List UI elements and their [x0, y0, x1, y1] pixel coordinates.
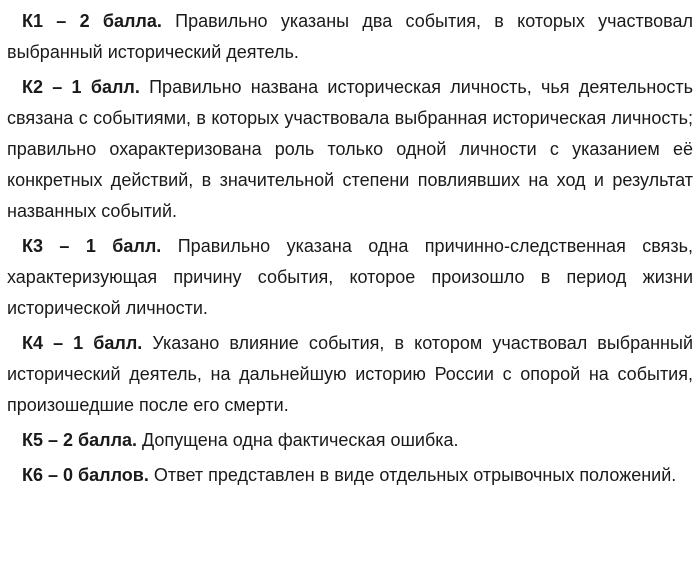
- criterion-k6: [7, 460, 693, 491]
- criterion-k5: [7, 425, 693, 456]
- criteria-document: [7, 6, 693, 495]
- criterion-k3: [7, 231, 693, 324]
- criterion-text: Правильно указаны два события, в которых участвовал выбранный исторический деятель.: [7, 11, 693, 62]
- criterion-label: К4 – 1 балл.: [22, 333, 143, 353]
- criterion-label: К6 – 0 баллов.: [22, 465, 149, 485]
- criterion-text: Правильно названа историческая личность, чья деятельность связана с событиями, в которых участвовала выбранная историческая личность; правильно охарактеризована роль только одной личности с указанием её конкретных действий, в значительной степени повлиявших на ход и результат названных событий.: [7, 77, 693, 221]
- criterion-text: Указано влияние события, в котором участвовал выбранный исторический деятель, на дальнейшую историю России с опорой на события, произошедшие после его смерти.: [7, 333, 693, 415]
- criterion-text: Правильно указана одна причинно-следственная связь, характеризующая причину события, которое произошло в период жизни исторической личности.: [7, 236, 693, 318]
- criterion-label: К3 – 1 балл.: [22, 236, 162, 256]
- criterion-label: К1 – 2 балла.: [22, 11, 162, 31]
- criterion-k1: [7, 6, 693, 68]
- criterion-k2: [7, 72, 693, 227]
- criterion-label: К2 – 1 балл.: [22, 77, 140, 97]
- criterion-label: К5 – 2 балла.: [22, 430, 138, 450]
- criterion-text: Ответ представлен в виде отдельных отрывочных положений.: [148, 465, 677, 485]
- criterion-text: Допущена одна фактическая ошибка.: [137, 430, 459, 450]
- criterion-k4: [7, 328, 693, 421]
